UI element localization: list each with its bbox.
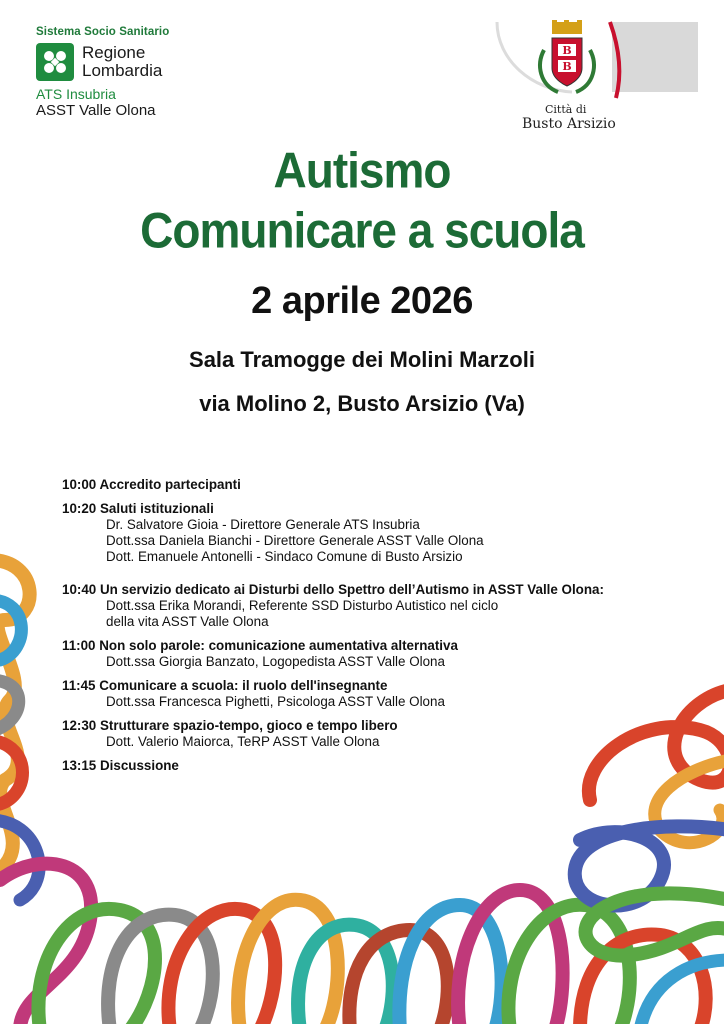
program-detail: Dott.ssa Daniela Bianchi - Direttore Generale ASST Valle Olona xyxy=(106,533,484,548)
program-title: Non solo parole: comunicazione aumentativa alternativa xyxy=(99,638,458,653)
program-time: 10:40 xyxy=(62,582,97,597)
program-time: 10:20 xyxy=(62,501,97,516)
crest-letter-bottom: B xyxy=(562,60,572,73)
program-time: 11:00 xyxy=(62,638,96,653)
busto-arsizio-logo-block xyxy=(492,20,706,132)
event-date: 2 aprile 2026 xyxy=(251,280,473,322)
program-time: 12:30 xyxy=(62,718,97,733)
program-detail: Dott.ssa Giorgia Banzato, Logopedista ASST Valle Olona xyxy=(106,654,445,669)
regione-lombardia-logo xyxy=(36,43,236,81)
asst-label: ASST Valle Olona xyxy=(36,102,156,119)
program-item xyxy=(62,477,712,493)
program-item xyxy=(62,501,712,565)
program-title: Discussione xyxy=(99,758,179,773)
program-title: Saluti istituzionali xyxy=(99,501,214,516)
ats-label: ATS Insubria xyxy=(36,86,116,102)
region-line1: Regione xyxy=(82,43,146,62)
program-item xyxy=(62,582,712,630)
venue-address: via Molino 2, Busto Arsizio (Va) xyxy=(199,391,525,416)
event-title-line1: Autismo xyxy=(273,141,451,199)
regione-lombardia-logo-block xyxy=(36,26,236,119)
program-detail: Dr. Salvatore Gioia - Direttore Generale ATS Insubria xyxy=(106,517,420,532)
program-title: Strutturare spazio-tempo, gioco e tempo libero xyxy=(99,718,398,733)
program-title: Comunicare a scuola: il ruolo dell'insegnante xyxy=(99,678,388,693)
program-schedule xyxy=(62,477,712,782)
program-detail: Dott.ssa Francesca Pighetti, Psicologa ASST Valle Olona xyxy=(106,694,445,709)
program-detail: della vita ASST Valle Olona xyxy=(106,614,269,629)
program-item xyxy=(62,678,712,710)
program-detail: Dott. Emanuele Antonelli - Sindaco Comune di Busto Arsizio xyxy=(106,549,463,564)
program-detail: Dott. Valerio Maiorca, TeRP ASST Valle Olona xyxy=(106,734,380,749)
program-time: 11:45 xyxy=(62,678,96,693)
program-time: 10:00 xyxy=(62,477,97,492)
program-time: 13:15 xyxy=(62,758,97,773)
regione-lombardia-icon xyxy=(36,43,74,81)
program-title: Un servizio dedicato ai Disturbi dello Spettro dell’Autismo in ASST Valle Olona: xyxy=(99,582,604,597)
program-title: Accredito partecipanti xyxy=(99,477,241,492)
city-name: Busto Arsizio xyxy=(522,116,616,132)
region-line2: Lombardia xyxy=(82,61,163,80)
venue-name: Sala Tramogge dei Molini Marzoli xyxy=(189,347,535,372)
program-item xyxy=(62,718,712,750)
city-prefix: Città di xyxy=(545,103,587,116)
region-name xyxy=(82,44,162,80)
event-title-line2: Comunicare a scuola xyxy=(140,201,584,259)
system-label: Sistema Socio Sanitario xyxy=(36,26,170,38)
program-item xyxy=(62,758,712,774)
crest-letter-top: B xyxy=(562,44,572,57)
program-item xyxy=(62,638,712,670)
program-detail: Dott.ssa Erika Morandi, Referente SSD Disturbo Autistico nel ciclo xyxy=(106,598,499,613)
